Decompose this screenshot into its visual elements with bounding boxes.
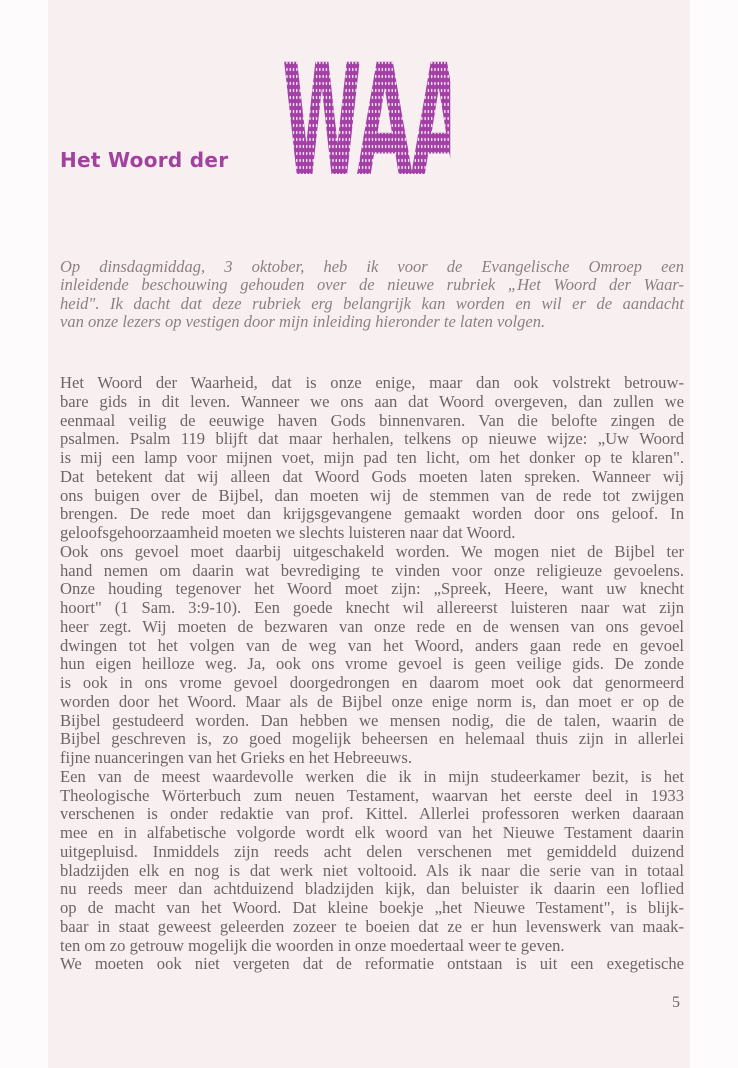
body-line: ten om zo getrouw mogelijk die woorden in onze moedertaal weer te geven.	[60, 935, 565, 955]
column-title-logo	[282, 32, 709, 211]
body-line: is mij een lamp voor mijnen voet, mijn pad ten licht, om het donker op te klaren".	[60, 448, 684, 467]
body-line: nu reeds meer dan achtduizend bladzijden kijk, dan beluister ik daarin een loflied	[60, 879, 684, 899]
body-line: worden door het Woord. Maar als de Bijbel onze enige norm is, dan moet er op de	[60, 691, 684, 711]
body-line: dwingen tot het volgen van de weg van het Woord, anders gaan rede en gevoel	[60, 635, 684, 655]
body-paragraph	[60, 768, 684, 956]
article-body	[60, 374, 684, 974]
body-line: baar in staat geweest geleerden zozeer te boeien dat ze er hun levenswerk van maak-	[60, 916, 684, 936]
body-line: bladzijden elk en nog is dat werk niet voltooid. Als ik naar die serie van in totaal	[60, 860, 684, 880]
column-subtitle: Het Woord der	[60, 148, 229, 172]
body-line: Dat betekent dat wij alleen dat Woord Gods moeten laten spreken. Wanneer wij	[60, 466, 684, 486]
body-paragraph	[60, 374, 684, 543]
body-line: Bijbel geschreven is, zo goed mogelijk beheersen en helemaal thuis zijn in allerlei	[60, 729, 684, 749]
body-line: geloofsgehoorzaamheid moeten we slechts luisteren naar dat Woord.	[60, 523, 516, 542]
body-line: brengen. De rede moet dan krijgsgevangene gemaakt worden door ons geloof. In	[60, 504, 684, 524]
body-line: eenmaal veilig de eeuwige haven Gods binnenvaren. Van die belofte zingen de	[60, 410, 684, 430]
body-paragraph	[60, 543, 684, 768]
intro-line: heid". Ik dacht dat deze rubriek erg belangrijk kan worden en wil er de aandacht	[60, 293, 684, 313]
body-line: Onze houding tegenover het Woord moet zijn: „Spreek, Heere, want uw knecht	[60, 579, 684, 599]
body-line: psalmen. Psalm 119 blijft dat maar herhalen, telkens op nieuwe wijze: „Uw Woord	[60, 429, 684, 449]
intro-line: van onze lezers op vestigen door mijn inleiding hieronder te laten volgen.	[60, 312, 546, 332]
body-paragraph	[60, 955, 684, 974]
body-line: fijne nuanceringen van het Grieks en het Hebreeuws.	[60, 748, 413, 767]
intro-line: Op dinsdagmiddag, 3 oktober, heb ik voor de Evangelische Omroep een	[60, 257, 684, 276]
page-number: 5	[672, 994, 680, 1011]
intro-line: inleidende beschouwing gehouden over de nieuwe rubriek „Het Woord der Waar-	[60, 275, 684, 295]
body-line: heer zegt. Wij moeten de bezwaren van onze rede en de wensen van ons gevoel	[60, 616, 684, 636]
body-line: hun eigen heilloze weg. Ja, ook ons vrome gevoel is geen veilige gids. De zonde	[60, 654, 684, 674]
body-line: We moeten ook niet vergeten dat de reformatie ontstaan is uit een exegetische	[60, 954, 684, 974]
body-line: bare gids in dit leven. Wanneer we ons aan dat Woord overgeven, dan zullen we	[60, 391, 684, 411]
body-line: verschenen is onder redaktie van prof. Kittel. Allerlei professoren werken daaraan	[60, 804, 684, 824]
body-line: Theologische Wörterbuch zum neuen Testament, waarvan het eerste deel in 1933	[60, 785, 684, 805]
body-line: Een van de meest waardevolle werken die ik in mijn studeerkamer bezit, is het	[60, 766, 684, 786]
column-title: WAARHEID	[282, 32, 709, 211]
body-line: Het Woord der Waarheid, dat is onze enige, maar dan ook volstrekt betrouw-	[60, 373, 684, 392]
body-line: op de macht van het Woord. Dat kleine boekje „het Nieuwe Testament", is blijk-	[60, 898, 684, 917]
intro-paragraph	[60, 258, 684, 332]
body-line: ons buigen over de Bijbel, dan moeten wij de stemmen van de rede tot zwijgen	[60, 485, 684, 505]
body-line: Bijbel gestudeerd worden. Dan hebben we mensen nodig, die de talen, waarin de	[60, 710, 684, 730]
body-line: hand nemen om daarin wat bevrediging te vinden voor onze religieuze gevoelens.	[60, 560, 684, 580]
body-line: hoort" (1 Sam. 3:9-10). Een goede knecht wil allereerst luisteren naar wat zijn	[60, 598, 684, 617]
body-line: is ook in ons vrome gevoel doorgedrongen en daarom moet ook dat genormeerd	[60, 673, 684, 692]
body-line: mee en in alfabetische volgorde wordt elk woord van het Nieuwe Testament daarin	[60, 823, 684, 842]
body-line: Ook ons gevoel moet daarbij uitgeschakeld worden. We mogen niet de Bijbel ter	[60, 541, 684, 561]
body-line: uitgepluisd. Inmiddels zijn reeds acht delen verschenen met gemiddeld duizend	[60, 841, 684, 861]
